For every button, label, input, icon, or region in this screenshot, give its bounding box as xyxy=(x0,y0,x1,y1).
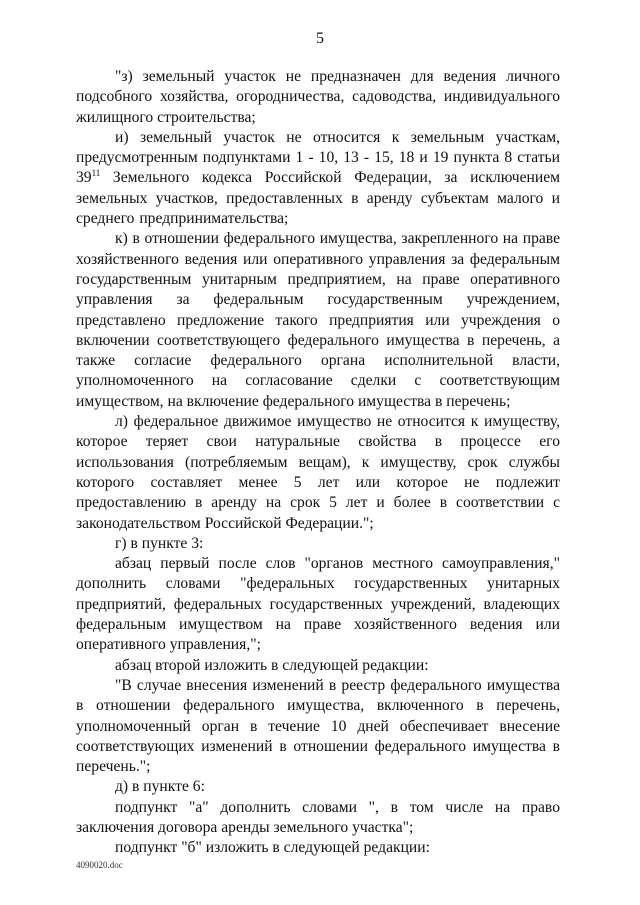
paragraph-g: г) в пункте 3: xyxy=(115,534,204,552)
paragraph-d: д) в пункте 6: xyxy=(115,778,205,796)
paragraph-l: л) федеральное движимое имущество не относится к имуществу, которое теряет свои натуральные свойства в процессе его использования (потребляемым вещам), к имуществу, срок службы которого составляет менее 5 лет или которое не подлежит предоставлению в аренду на срок 5 лет и более в соответствии с законодательством Российской Федерации."; xyxy=(76,413,560,532)
paragraph-i xyxy=(76,128,560,229)
page-number: 5 xyxy=(316,30,324,47)
paragraph-i-text-before: и) земельный участок не относится к земельным участкам, предусмотренным подпунктами 1 - 10, 13 - 15, 18 и 19 пункта 8 статьи 39 xyxy=(76,128,560,187)
paragraph-d-subpoint-b: подпункт "б" изложить в следующей редакции: xyxy=(115,839,430,857)
footer-filename: 4090020.doc xyxy=(76,860,123,870)
paragraph-k: к) в отношении федерального имущества, закрепленного на праве хозяйственного ведения или оперативного управления за федеральным государственным унитарным предприятием, на праве оперативного управления за федеральным государственным учреждением, представлено предложение такого предприятия или учреждения о включении соответствующего федерального имущества в перечень, а также согласие федерального органа исполнительной власти, уполномоченного на согласование сделки с соответствующим имуществом, на включение федерального имущества в перечень; xyxy=(76,230,560,410)
paragraph-d-subpoint-a: подпункт "а" дополнить словами ", в том числе на право заключения договора аренды земельного участка"; xyxy=(76,798,560,836)
paragraph-i-text-after: Земельного кодекса Российской Федерации, за исключением земельных участков, предоставленных в аренду субъектам малого и среднего предпринимательства; xyxy=(76,169,560,228)
paragraph-g-quote: "В случае внесения изменений в реестр федерального имущества в отношении федерального имущества, включенного в перечень, уполномоченный орган в течение 10 дней обеспечивает внесение соответствующих изменений в отношении федерального имущества в перечень."; xyxy=(76,676,560,776)
article-superscript: 11 xyxy=(91,168,101,179)
paragraph-g-abzac-2: абзац второй изложить в следующей редакции: xyxy=(115,656,429,674)
document-body xyxy=(76,67,560,859)
paragraph-g-abzac-1: абзац первый после слов "органов местного самоуправления," дополнить словами "федеральных государственных унитарных предприятий, федеральных государственных учреждений, владеющих федеральным имуществом на праве хозяйственного ведения или оперативного управления,"; xyxy=(76,555,560,654)
paragraph-z: "з) земельный участок не предназначен для ведения личного подсобного хозяйства, огородничества, садоводства, индивидуального жилищного строительства; xyxy=(76,68,560,126)
